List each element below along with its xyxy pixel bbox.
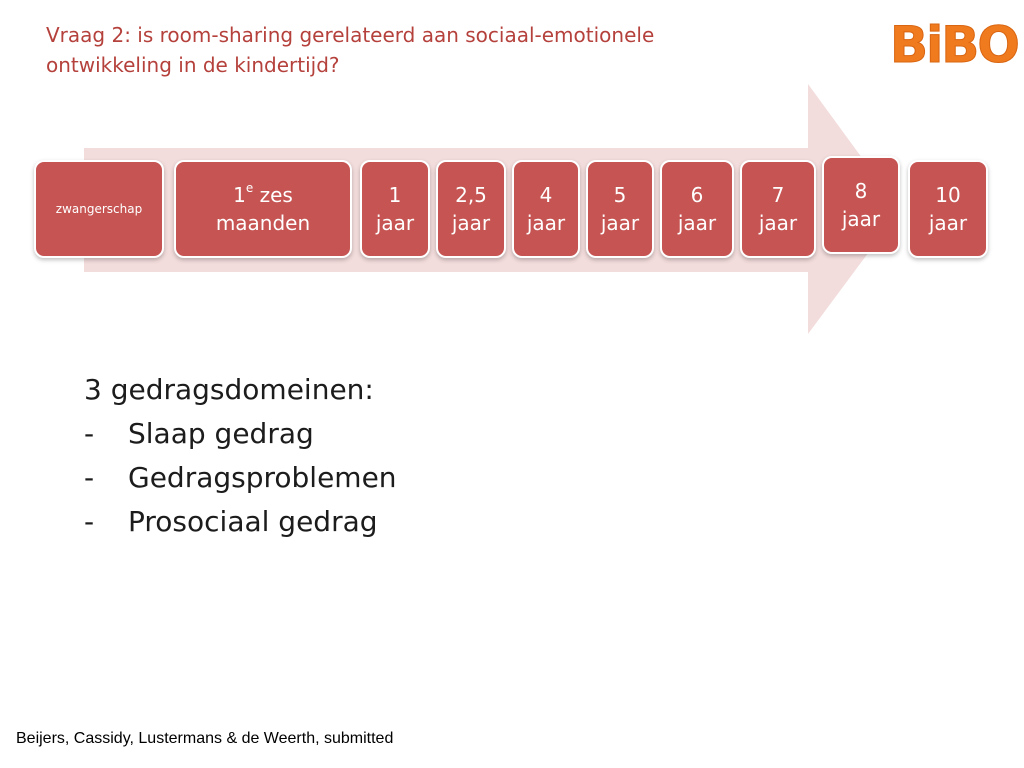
stage-box-5-jaar xyxy=(586,160,654,258)
stage-label: 2,5 xyxy=(455,183,487,207)
stage-label: zwangerschap xyxy=(55,202,143,216)
title-line-1: Vraag 2: is room-sharing gerelateerd aan sociaal-emotionele xyxy=(46,23,655,47)
stage-box-10-jaar xyxy=(908,160,988,258)
domains-heading: 3 gedragsdomeinen: xyxy=(84,373,374,406)
stage-sublabel: jaar xyxy=(677,211,717,235)
stage-box-7-jaar xyxy=(740,160,816,258)
stage-sublabel: maanden xyxy=(215,211,311,235)
stage-label: 1e zes xyxy=(233,181,293,207)
stage-box-1-jaar xyxy=(360,160,430,258)
stage-label: 6 xyxy=(690,183,704,207)
stage-label: 5 xyxy=(613,183,627,207)
title-line-2: ontwikkeling in de kindertijd? xyxy=(46,53,340,77)
stage-box-first-six-months xyxy=(174,160,352,258)
domain-item: - Prosociaal gedrag xyxy=(84,505,378,538)
stage-label: 4 xyxy=(539,183,553,207)
domain-item: - Slaap gedrag xyxy=(84,417,314,450)
stage-sublabel: jaar xyxy=(928,211,968,235)
stage-sublabel: jaar xyxy=(451,211,491,235)
stage-sublabel: jaar xyxy=(841,207,881,231)
stage-sublabel: jaar xyxy=(600,211,640,235)
stage-box-4-jaar xyxy=(512,160,580,258)
behavior-domains xyxy=(84,368,397,544)
stage-label: 10 xyxy=(935,183,961,207)
stage-box-8-jaar xyxy=(822,156,900,254)
stage-label: 1 xyxy=(388,183,402,207)
citation: Beijers, Cassidy, Lustermans & de Weerth, submitted xyxy=(16,730,394,747)
stage-sublabel: jaar xyxy=(526,211,566,235)
stage-sublabel: jaar xyxy=(758,211,798,235)
stage-box-6-jaar xyxy=(660,160,734,258)
stage-label: 8 xyxy=(854,179,868,203)
domain-item: - Gedragsproblemen xyxy=(84,461,397,494)
stage-box-2-5-jaar xyxy=(436,160,506,258)
stage-label: 7 xyxy=(771,183,785,207)
stage-sublabel: jaar xyxy=(375,211,415,235)
bibo-logo-text: BiBO xyxy=(890,16,1018,74)
stage-box-zwangerschap xyxy=(34,160,164,258)
